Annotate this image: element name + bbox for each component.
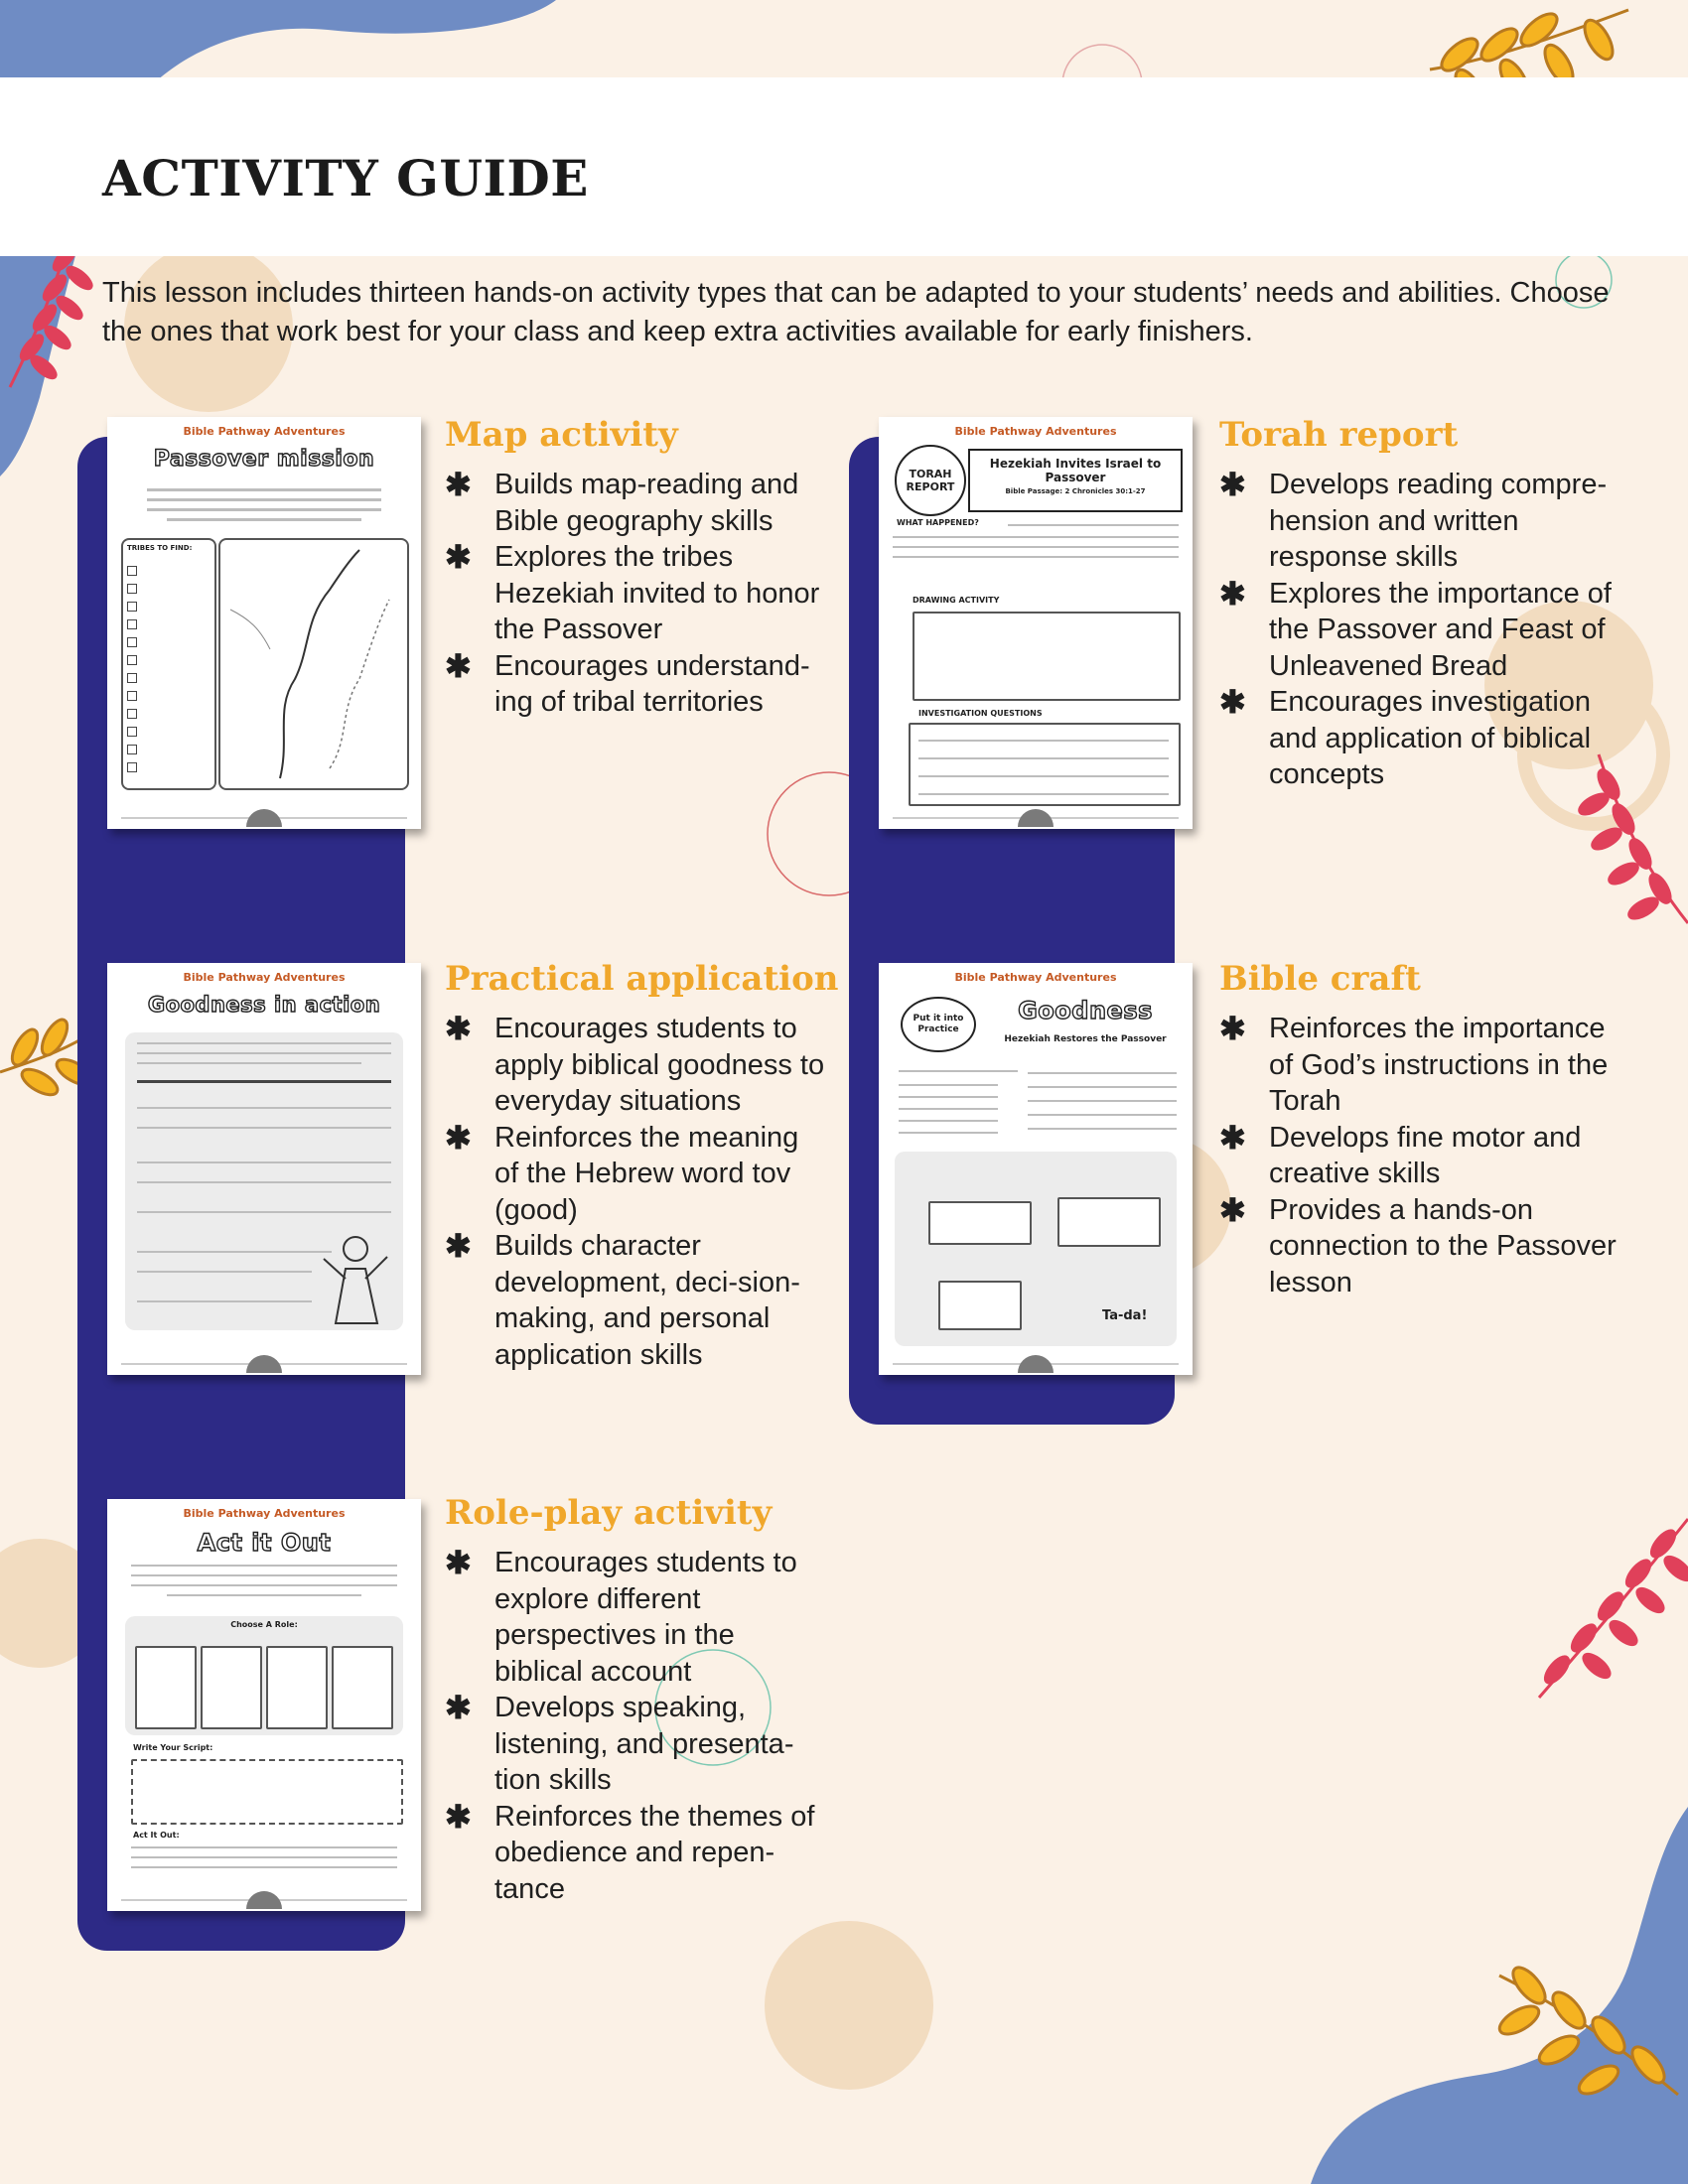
- asterisk-icon: ✱: [445, 467, 472, 502]
- intro-text: This lesson includes thirteen hands-on activity types that can be adapted to your students’ needs and abilities. Choose the ones that work best for your class and keep extra activities available for early finishers.: [102, 277, 1610, 347]
- thumbnail-brand: Bible Pathway Adventures: [954, 425, 1117, 438]
- thumbnail-brand: Bible Pathway Adventures: [954, 971, 1117, 984]
- asterisk-icon: ✱: [1219, 684, 1246, 720]
- activity-bullets: [445, 467, 842, 721]
- bullet-item: ✱ Provides a hands-on connection to the Passover lesson: [1219, 1191, 1617, 1298]
- tribes-label: TRIBES TO FIND:: [127, 544, 193, 552]
- activity-heading: Role-play activity: [445, 1493, 773, 1533]
- bullet-item: ✱ Develops fine motor and creative skills: [1219, 1119, 1582, 1189]
- worksheet-thumbnail-craft: [879, 963, 1193, 1375]
- activity-practical: [445, 959, 839, 1373]
- asterisk-icon: ✱: [445, 1545, 472, 1580]
- torah-title-box: [968, 449, 1183, 512]
- bullet-item: ✱ Reinforces the themes of obedience and repen-tance: [445, 1798, 815, 1905]
- bubble-text: Put it into Practice: [913, 1014, 964, 1034]
- asterisk-icon: ✱: [445, 1228, 472, 1264]
- bullet-item: ✱ Explores the tribes Hezekiah invited to honor the Passover: [445, 539, 820, 645]
- section-investigation: INVESTIGATION QUESTIONS: [918, 709, 1043, 718]
- section-choose-role: Choose A Role:: [230, 1620, 298, 1629]
- torah-badge-text: TORAH REPORT: [906, 468, 955, 493]
- activity-heading: Practical application: [445, 959, 839, 999]
- thumbnail-brand: Bible Pathway Adventures: [183, 425, 346, 438]
- bullet-item: ✱ Reinforces the meaning of the Hebrew word tov (good): [445, 1119, 799, 1226]
- asterisk-icon: ✱: [1219, 575, 1246, 612]
- asterisk-icon: ✱: [1219, 1119, 1246, 1156]
- asterisk-icon: ✱: [1219, 467, 1246, 502]
- asterisk-icon: ✱: [445, 1798, 472, 1835]
- asterisk-icon: ✱: [445, 539, 472, 575]
- worksheet-thumbnail-map: [107, 417, 421, 829]
- activity-bullets: [445, 1011, 827, 1373]
- activity-heading: Map activity: [445, 415, 678, 455]
- activity-heading: Bible craft: [1219, 959, 1421, 999]
- thumbnail-sub: Bible Passage: 2 Chronicles 30:1-27: [1005, 487, 1146, 495]
- bullet-item: ✱ Encourages students to explore different perspectives in the biblical account: [445, 1545, 797, 1688]
- page-title: ACTIVITY GUIDE: [102, 149, 589, 207]
- activity-bullets: [445, 1545, 827, 1907]
- activity-map: [445, 415, 842, 721]
- map-box: [218, 538, 409, 790]
- thumbnail-title: Passover mission: [153, 447, 375, 472]
- bullet-item: ✱ Reinforces the importance of God’s instructions in the Torah: [1219, 1011, 1609, 1117]
- thumbnail-title: Goodness in action: [147, 993, 381, 1017]
- asterisk-icon: ✱: [1219, 1011, 1246, 1046]
- section-drawing: DRAWING ACTIVITY: [913, 596, 1000, 605]
- section-act-it-out: Act It Out:: [133, 1831, 180, 1840]
- torah-badge: [895, 445, 966, 516]
- asterisk-icon: ✱: [445, 1011, 472, 1046]
- thumbnail-sub: Hezekiah Restores the Passover: [1004, 1034, 1167, 1044]
- bullet-item: ✱ Encourages investigation and application of biblical concepts: [1219, 684, 1592, 790]
- thumbnail-title: Act it Out: [197, 1529, 332, 1557]
- bullet-item: ✱ Develops reading compre-hension and written response skills: [1219, 467, 1608, 573]
- bullet-item: ✱ Encourages understand-ing of tribal territories: [445, 647, 810, 718]
- thumbnail-brand: Bible Pathway Adventures: [183, 971, 346, 984]
- bubble: [901, 997, 976, 1052]
- asterisk-icon: ✱: [445, 1119, 472, 1156]
- activity-heading: Torah report: [1219, 415, 1459, 455]
- asterisk-icon: ✱: [1219, 1191, 1246, 1228]
- activity-bullets: [1219, 467, 1636, 793]
- worksheet-thumbnail-torah-report: [879, 417, 1193, 829]
- activity-torah-report: [1219, 415, 1636, 793]
- tada-text: Ta-da!: [1102, 1308, 1148, 1323]
- bullet-item: ✱ Builds map-reading and Bible geography skills: [445, 467, 799, 537]
- thumbnail-title: Goodness: [1018, 997, 1153, 1024]
- bullet-item: ✱ Explores the importance of the Passover and Feast of Unleavened Bread: [1219, 575, 1612, 682]
- bullet-item: ✱ Builds character development, deci-sion-making, and personal application skills: [445, 1228, 800, 1371]
- activity-roleplay: [445, 1493, 827, 1907]
- asterisk-icon: ✱: [445, 1690, 472, 1725]
- activity-craft: [1219, 959, 1636, 1300]
- section-write-script: Write Your Script:: [133, 1743, 213, 1752]
- activity-bullets: [1219, 1011, 1636, 1300]
- bullet-item: ✱ Encourages students to apply biblical goodness to everyday situations: [445, 1011, 825, 1117]
- thumbnail-title: Hezekiah Invites Israel to Passover: [989, 457, 1162, 484]
- thumbnail-brand: Bible Pathway Adventures: [183, 1507, 346, 1520]
- bullet-item: ✱ Develops speaking, listening, and presenta-tion skills: [445, 1690, 794, 1796]
- worksheet-thumbnail-roleplay: [107, 1499, 421, 1911]
- section-what-happened: WHAT HAPPENED?: [897, 518, 979, 527]
- worksheet-thumbnail-practical: [107, 963, 421, 1375]
- asterisk-icon: ✱: [445, 647, 472, 684]
